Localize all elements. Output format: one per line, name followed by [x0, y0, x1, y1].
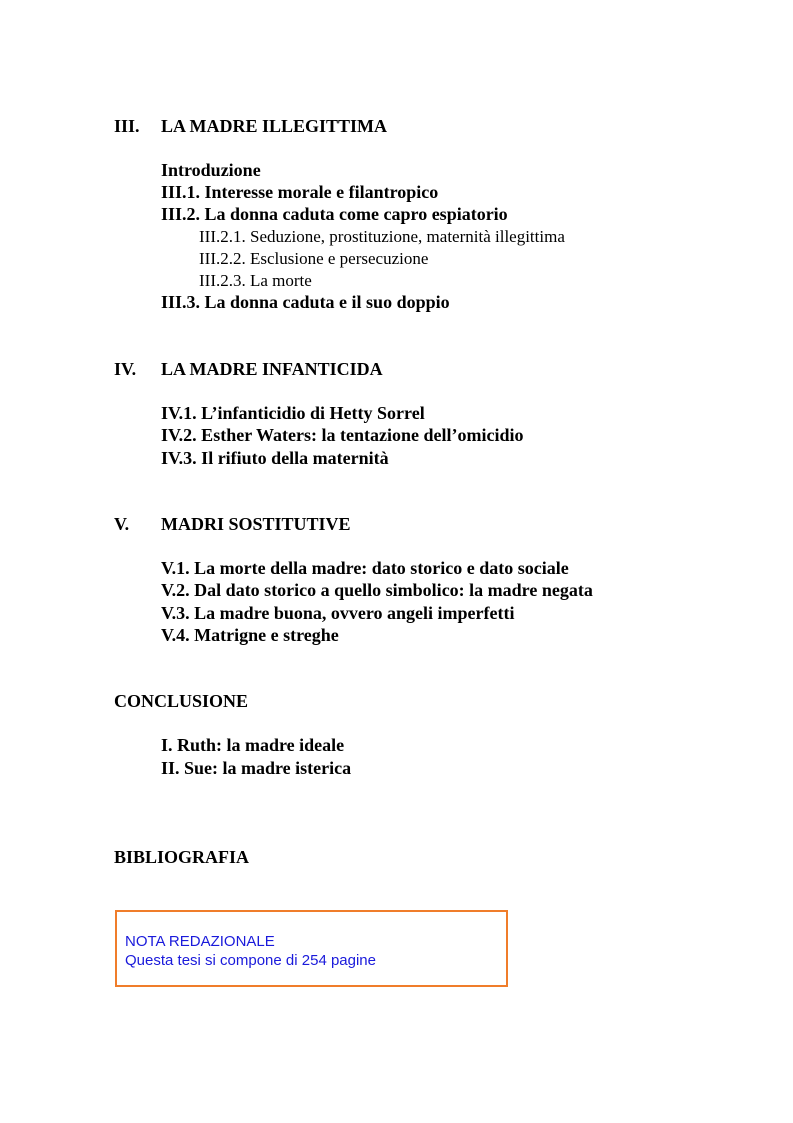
chapter-5-number: V. — [114, 514, 130, 534]
chapter-3-number: III. — [114, 116, 140, 136]
section-3-1: III.1. Interesse morale e filantropico — [161, 182, 439, 202]
conclusion-title: CONCLUSIONE — [114, 691, 249, 711]
section-4-3: IV.3. Il rifiuto della maternità — [161, 448, 389, 468]
conclusion-section-2: II. Sue: la madre isterica — [161, 758, 352, 778]
chapter-5-title: MADRI SOSTITUTIVE — [161, 514, 351, 534]
section-5-4: V.4. Matrigne e streghe — [161, 625, 339, 645]
section-4-1: IV.1. L’infanticidio di Hetty Sorrel — [161, 403, 425, 423]
section-5-3: V.3. La madre buona, ovvero angeli imperfetti — [161, 603, 515, 623]
subsection-3-2-1: III.2.1. Seduzione, prostituzione, maternità illegittima — [199, 227, 565, 246]
bibliography-title: BIBLIOGRAFIA — [114, 847, 250, 867]
section-5-2: V.2. Dal dato storico a quello simbolico: la madre negata — [161, 580, 593, 600]
editorial-note-box — [115, 910, 508, 987]
chapter-4-number: IV. — [114, 359, 137, 379]
chapter-3-intro: Introduzione — [161, 160, 261, 180]
editorial-note-text: Questa tesi si compone di 254 pagine — [125, 952, 376, 969]
editorial-note-title: NOTA REDAZIONALE — [125, 933, 275, 950]
section-5-1: V.1. La morte della madre: dato storico e dato sociale — [161, 558, 569, 578]
conclusion-section-1: I. Ruth: la madre ideale — [161, 735, 345, 755]
subsection-3-2-3: III.2.3. La morte — [199, 271, 312, 290]
section-3-2: III.2. La donna caduta come capro espiatorio — [161, 204, 508, 224]
chapter-3-title: LA MADRE ILLEGITTIMA — [161, 116, 388, 136]
section-4-2: IV.2. Esther Waters: la tentazione dell’omicidio — [161, 425, 524, 445]
chapter-4-title: LA MADRE INFANTICIDA — [161, 359, 383, 379]
section-3-3: III.3. La donna caduta e il suo doppio — [161, 292, 450, 312]
subsection-3-2-2: III.2.2. Esclusione e persecuzione — [199, 249, 429, 268]
